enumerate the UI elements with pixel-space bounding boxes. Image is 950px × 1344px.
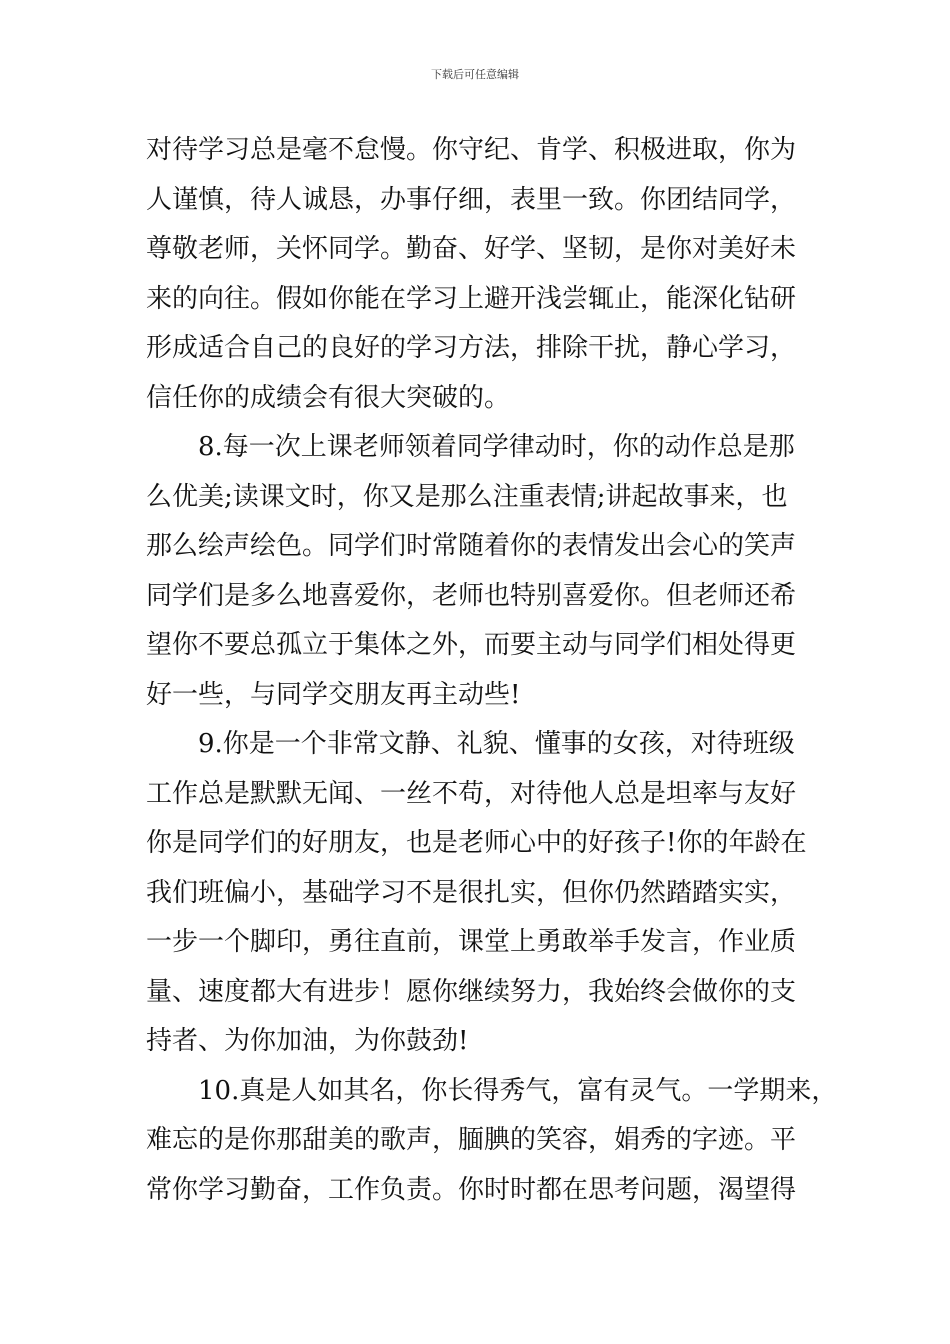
text-line: 那么绘声绘色。同学们时常随着你的表情发出会心的笑声 [146, 531, 797, 561]
text-line: 人谨慎，待人诚恳，办事仔细，表里一致。你团结同学， [146, 184, 797, 215]
text-line: 你是同学们的好朋友，也是老师心中的好孩子!你的年龄在 [146, 828, 807, 858]
text-line: 9.你是一个非常文静、礼貌、懂事的女孩，对待班级 [146, 729, 795, 759]
text-line: 形成适合自己的良好的学习方法，排除干扰，静心学习， [146, 333, 797, 363]
text-line: 常你学习勤奋，工作负责。你时时都在思考问题，渴望得 [146, 1174, 797, 1205]
text-line: 工作总是默默无闻、一丝不苟，对待他人总是坦率与友好 [146, 778, 797, 809]
text-line: 难忘的是你那甜美的歌声，腼腆的笑容，娟秀的字迹。平 [146, 1125, 797, 1155]
text-line: 8.每一次上课老师领着同学律动时，你的动作总是那 [146, 432, 795, 462]
text-line: 持者、为你加油，为你鼓劲! [146, 1026, 469, 1056]
text-line: 望你不要总孤立于集体之外，而要主动与同学们相处得更 [146, 630, 797, 660]
text-line: 尊敬老师，关怀同学。勤奋、好学、坚韧，是你对美好未 [146, 234, 797, 264]
text-line: 好一些，与同学交朋友再主动些! [146, 679, 521, 710]
text-line: 信任你的成绩会有很大突破的。 [146, 382, 511, 413]
text-line: 同学们是多么地喜爱你，老师也特别喜爱你。但老师还希 [146, 580, 797, 611]
document-body [146, 126, 838, 1215]
text-line: 来的向往。假如你能在学习上避开浅尝辄止，能深化钻研 [146, 283, 797, 314]
text-line: 对待学习总是毫不怠慢。你守纪、肯学、积极进取，你为 [146, 135, 797, 165]
text-line: 量、速度都大有进步！愿你继续努力，我始终会做你的支 [146, 976, 797, 1007]
text-line: 一步一个脚印，勇往直前，课堂上勇敢举手发言，作业质 [146, 927, 797, 957]
text-line: 10.真是人如其名，你长得秀气，富有灵气。一学期来， [146, 1075, 838, 1106]
page-header: 下载后可任意编辑 [431, 68, 519, 81]
text-line: 我们班偏小，基础学习不是很扎实，但你仍然踏踏实实， [146, 877, 797, 908]
text-line: 么优美;读课文时，你又是那么注重表情;讲起故事来，也 [146, 481, 788, 512]
